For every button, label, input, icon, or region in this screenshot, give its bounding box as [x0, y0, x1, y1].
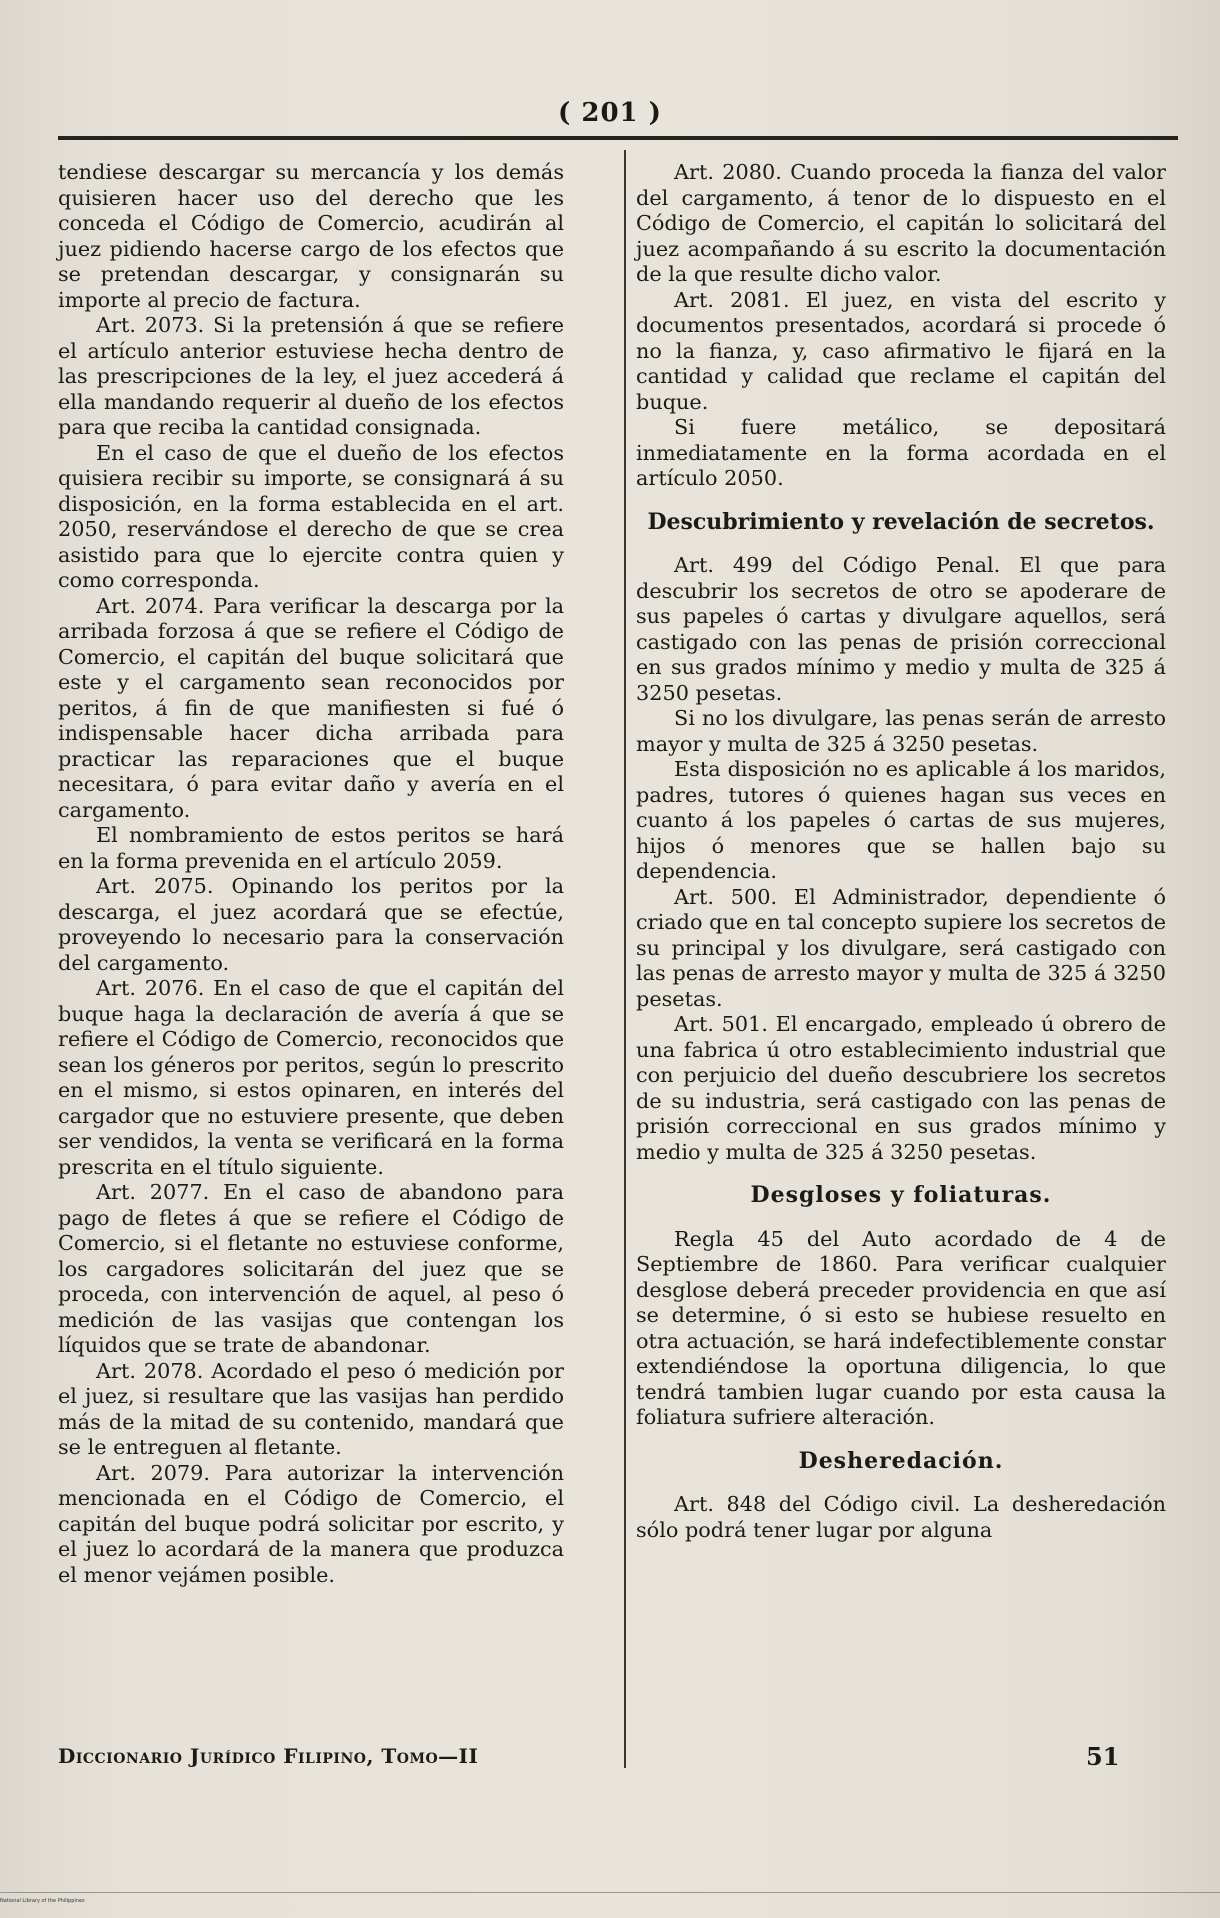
left-column: [58, 160, 564, 1588]
paragraph: Art. 2073. Si la pretensión á que se refiere el artículo anterior estuviese hecha dentro de las prescripciones de la ley, el juez accederá á ella mandando requerir al dueño de los efectos para que reciba la cantidad consignada.: [58, 313, 564, 439]
paragraph: Art. 500. El Administrador, dependiente ó criado que en tal concepto supiere los secretos de su principal y los divulgare, será castigado con las penas de arresto mayor y multa de 325 á 3250 pesetas.: [636, 884, 1166, 1011]
page-number: ( 201 ): [558, 98, 662, 128]
paragraph: Si fuere metálico, se depositará inmediatamente en la forma acordada en el artículo 2050.: [636, 415, 1166, 490]
paragraph: Art. 2077. En el caso de abandono para pago de fletes á que se refiere el Código de Comercio, si el fletante no estuviese conforme, los cargadores solicitarán del juez que se proceda, con intervención de aquel, al peso ó medición de las vasijas que contengan los líquidos que se trate de abandonar.: [58, 1180, 564, 1357]
folio-mark: 51: [1086, 1742, 1120, 1771]
paragraph: tendiese descargar su mercancía y los demás quisieren hacer uso del derecho que les conceda el Código de Comercio, acudirán al juez pidiendo hacerse cargo de los efectos que se pretendan descargar, y consignarán su importe al precio de factura.: [58, 160, 564, 312]
paragraph: Art. 499 del Código Penal. El que para descubrir los secretos de otro se apoderare de sus papeles ó cartas y divulgare aquellos, será castigado con las penas de prisión correccional en sus grados mínimo y medio y multa de 325 á 3250 pesetas.: [636, 553, 1166, 705]
paragraph: Art. 2075. Opinando los peritos por la descarga, el juez acordará que se efectúe, proveyendo lo necesario para la conservación del cargamento.: [58, 874, 564, 975]
paragraph: Esta disposición no es aplicable á los maridos, padres, tutores ó quienes hagan sus veces en cuanto á los papeles ó cartas de sus mujeres, hijos ó menores que se hallen bajo su dependencia.: [636, 757, 1166, 883]
paragraph: Art. 2076. En el caso de que el capitán del buque haga la declaración de avería á que se refiere el Código de Comercio, reconocidos que sean los géneros por peritos, según lo prescrito en el mismo, si estos opinaren, en interés del cargador que no estuviere presente, que deben ser vendidos, la venta se verificará en la forma prescrita en el título siguiente.: [58, 976, 564, 1179]
paragraph: Art. 2074. Para verificar la descarga por la arribada forzosa á que se refiere el Código de Comercio, el capitán del buque solicitará que este y el cargamento sean reconocidos por peritos, á fin de que manifiesten si fué ó indispensable hacer dicha arribada para practicar las reparaciones que el buque necesitara, ó para evitar daño y avería en el cargamento.: [58, 593, 564, 822]
paragraph: Art. 2078. Acordado el peso ó medición por el juez, si resultare que las vasijas han perdido más de la mitad de su contenido, mandará que se le entreguen al fletante.: [58, 1358, 564, 1459]
paragraph: Si no los divulgare, las penas serán de arresto mayor y multa de 325 á 3250 pesetas.: [636, 706, 1166, 756]
paragraph: Art. 848 del Código civil. La desheredación sólo podrá tener lugar por alguna: [636, 1492, 1166, 1542]
right-column: [636, 160, 1166, 1543]
paragraph: Art. 2079. Para autorizar la intervención mencionada en el Código de Comercio, el capitán del buque podrá solicitar por escrito, y el juez lo acordará de la manera que produzca el menor vejámen posible.: [58, 1460, 564, 1587]
paragraph: En el caso de que el dueño de los efectos quisiera recibir su importe, se consignará á su disposición, en la forma establecida en el art. 2050, reservándose el derecho de que se crea asistido para que lo ejercite contra quien y como corresponda.: [58, 440, 564, 592]
paragraph: Art. 2081. El juez, en vista del escrito y documentos presentados, acordará si procede ó no la fianza, y, caso afirmativo le fijará en la cantidad y calidad que reclame el capitán del buque.: [636, 287, 1166, 414]
header-rule: [58, 136, 1178, 140]
section-heading: Desgloses y foliaturas.: [750, 1182, 1052, 1208]
paragraph: Art. 2080. Cuando proceda la fianza del valor del cargamento, á tenor de lo dispuesto en el Código de Comercio, el capitán lo solicitará del juez acompañando á su escrito la documentación de la que resulte dicho valor.: [636, 160, 1166, 286]
paragraph: El nombramiento de estos peritos se hará en la forma prevenida en el artículo 2059.: [58, 823, 564, 873]
scan-bottom-edge: [0, 1892, 1220, 1893]
paragraph: Art. 501. El encargado, empleado ú obrero de una fabrica ú otro establecimiento industrial que con perjuicio del dueño descubriere los secretos de su industria, será castigado con las penas de prisión correccional en sus grados mínimo y medio y multa de 325 á 3250 pesetas.: [636, 1012, 1166, 1164]
scan-credit: National Library of the Philippines: [0, 1898, 85, 1904]
section-heading: Descubrimiento y revelación de secretos.: [647, 508, 1155, 535]
section-heading: Desheredación.: [798, 1447, 1004, 1474]
footer-title: Diccionario Jurídico Filipino, Tomo—II: [58, 1744, 479, 1768]
paragraph: Regla 45 del Auto acordado de 4 de Septiembre de 1860. Para verificar cualquier desglose deberá preceder providencia en que así se determine, ó si esto se hubiese resuelto en otra actuación, se hará indefectiblemente constar extendiéndose la oportuna diligencia, lo que tendrá tambien lugar cuando por esta causa la foliatura sufriere alteración.: [636, 1226, 1166, 1429]
column-divider: [624, 150, 626, 1768]
